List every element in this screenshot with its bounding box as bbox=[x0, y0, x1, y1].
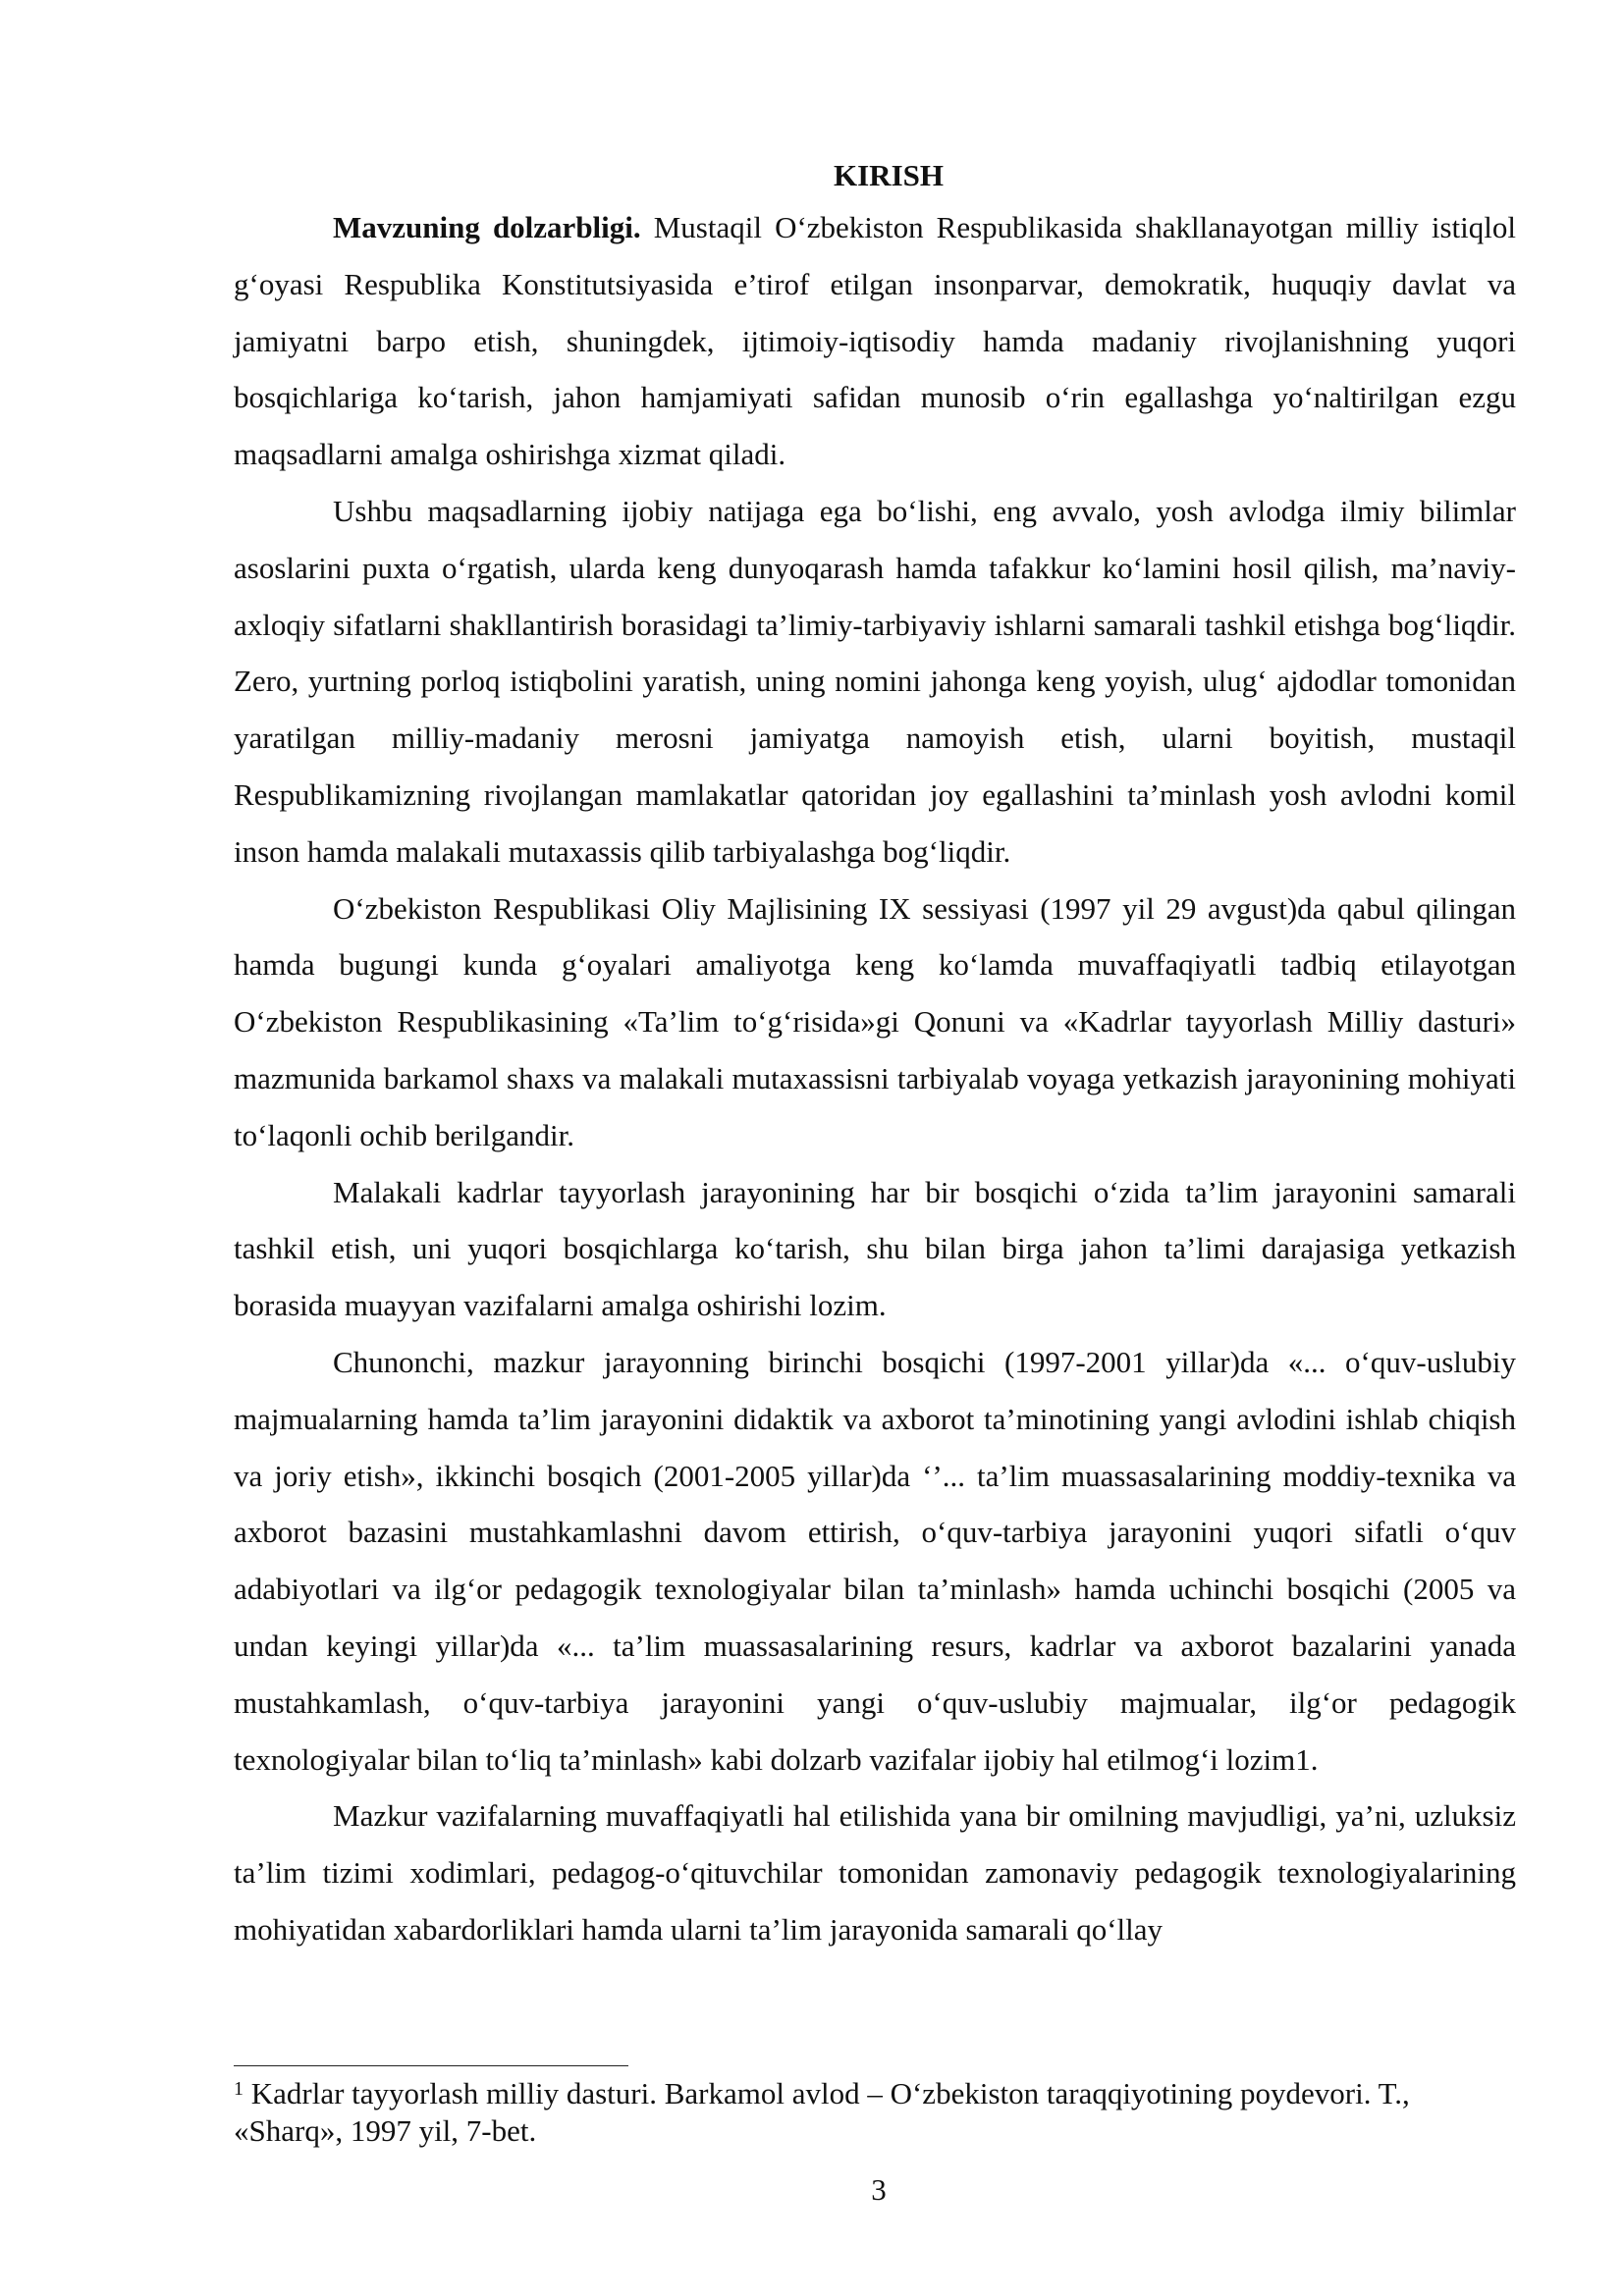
intro-text: Mustaqil O‘zbekiston Respublikasida shakllanayotgan milliy istiqlol g‘oyasi Respublika Konstitutsiyasida e’tirof etilgan insonparvar, demokratik, huquqiy davlat va jamiyatni barpo etish, shuningdek, ijtimoiy-iqtisodiy hamda madaniy rivojlanishning yuqori bosqichlariga ko‘tarish, jahon hamjamiyati safidan munosib o‘rin egallashga yo‘naltirilgan ezgu maqsadlarni amalga oshirishga xizmat qiladi. bbox=[234, 210, 1517, 472]
paragraph-5: Mazkur vazifalarning muvaffaqiyatli hal etilishida yana bir omilning mavjudligi, ya’ni, uzluksiz ta’lim tizimi xodimlari, pedagog-o‘qituvchilar tomonidan zamonaviy pedagogik texnologiyalarining mohiyatidan xabardorliklari hamda ularni ta’lim jarayonida samarali qo‘llay bbox=[234, 1798, 1516, 1947]
paragraph-2: O‘zbekiston Respublikasi Oliy Majlisining IX sessiyasi (1997 yil 29 avgust)da qabul qilingan hamda bugungi kunda g‘oyalari amaliyotga keng ko‘lamda muvaffaqiyatli tadbiq etilayotgan O‘zbekiston Respublikasining «Ta’lim to‘g‘risida»gi Qonuni va «Kadrlar tayyorlash Milliy dasturi» mazmunida barkamol shaxs va malakali mutaxassisni tarbiyalab voyaga yetkazish jarayonining mohiyati to‘laqonli ochib berilgandir. bbox=[234, 890, 1516, 1152]
main-content bbox=[234, 152, 1516, 1958]
footnote-text: Kadrlar tayyorlash milliy dasturi. Barkamol avlod – O‘zbekiston taraqqiyotining poydevori. T., «Sharq», 1997 yil, 7-bet. bbox=[234, 2076, 1410, 2148]
footnote-separator bbox=[234, 2065, 628, 2066]
page-number: 3 bbox=[871, 2172, 887, 2207]
page-title: KIRISH bbox=[834, 158, 944, 192]
footnote-marker: 1 bbox=[234, 2078, 244, 2100]
paragraph-4: Chunonchi, mazkur jarayonning birinchi bosqichi (1997-2001 yillar)da «... o‘quv-uslubiy majmualarning hamda ta’lim jarayonini didaktik va axborot ta’minotining yangi avlodini ishlab chiqish va joriy etish», ikkinchi bosqich (2001-2005 yillar)da ‘’... ta’lim muassasalarining moddiy-texnika va axborot bazasini mustahkamlashni davom ettirish, o‘quv-tarbiya jarayonini yuqori sifatli o‘quv adabiyotlari va ilg‘or pedagogik texnologiyalar bilan ta’minlash» hamda uchinchi bosqichi (2005 va undan keyingi yillar)da «... ta’lim muassasalarining resurs, kadrlar va axborot bazalarini yanada mustahkamlash, o‘quv-tarbiya jarayonini yangi o‘quv-uslubiy majmualar, ilg‘or pedagogik texnologiyalar bilan to‘liq ta’minlash» kabi dolzarb vazifalar ijobiy hal etilmog‘i lozim1. bbox=[234, 1344, 1516, 1777]
intro-lead: Mavzuning dolzarbligi. bbox=[333, 210, 641, 244]
paragraph-1: Ushbu maqsadlarning ijobiy natijaga ega bo‘lishi, eng avvalo, yosh avlodga ilmiy bilimlar asoslarini puxta o‘rgatish, ularda keng dunyoqarash hamda tafakkur ko‘lamini hosil qilish, ma’naviy-axloqiy sifatlarni shakllantirish borasidagi ta’limiy-tarbiyaviy ishlarni samarali tashkil etishga bog‘liqdir. Zero, yurtning porloq istiqbolini yaratish, uning nomini jahonga keng yoyish, ulug‘ ajdodlar tomonidan yaratilgan milliy-madaniy merosni jamiyatga namoyish etish, ularni boyitish, mustaqil Respublikamizning rivojlangan mamlakatlar qatoridan joy egallashini ta’minlash yosh avlodni komil inson hamda malakali mutaxassis qilib tarbiyalashga bog‘liqdir. bbox=[234, 493, 1516, 869]
paragraph-3: Malakali kadrlar tayyorlash jarayonining har bir bosqichi o‘zida ta’lim jarayonini samarali tashkil etish, uni yuqori bosqichlarga ko‘tarish, shu bilan birga jahon ta’limi darajasiga yetkazish borasida muayyan vazifalarni amalga oshirishi lozim. bbox=[234, 1174, 1516, 1323]
footnote bbox=[234, 2075, 1516, 2150]
intro-paragraph bbox=[234, 199, 1516, 483]
